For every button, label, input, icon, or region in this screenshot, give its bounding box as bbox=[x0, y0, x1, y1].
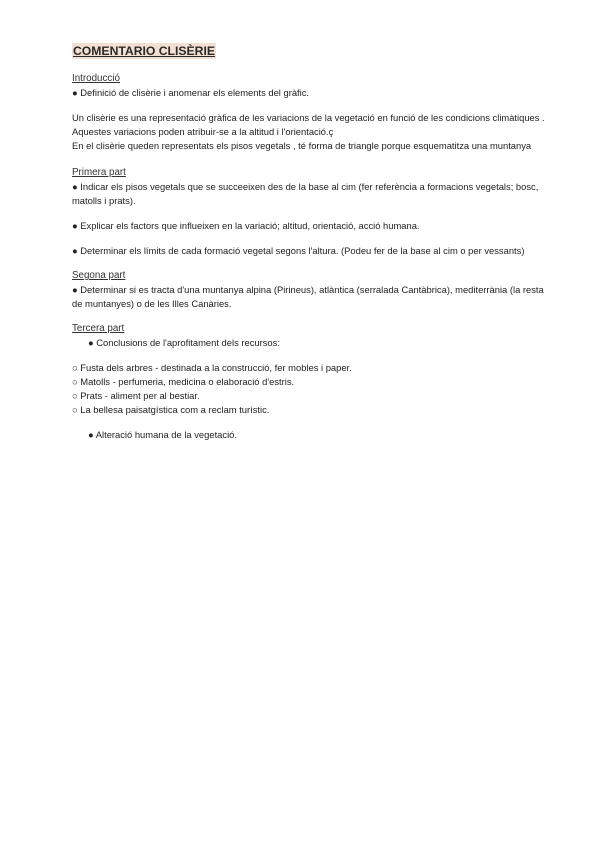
part3-bullet-2: ● Alteració humana de la vegetació. bbox=[88, 429, 237, 440]
part3-bullet-1: ● Conclusions de l'aprofitament dels recursos: bbox=[88, 337, 280, 348]
intro-heading: Introducció bbox=[72, 73, 120, 84]
part3-item-1: ○ Fusta dels arbres - destinada a la construcció, fer mobles i paper. bbox=[72, 362, 352, 373]
intro-paragraph-2: En el clisèrie queden representats els pisos vegetals , té forma de triangle porque esquematitza una muntanya bbox=[72, 140, 532, 151]
part1-heading: Primera part bbox=[72, 167, 126, 178]
document-title: COMENTARIO CLISÈRIE bbox=[73, 44, 215, 58]
intro-paragraph-1: Un clisèrie es una representació gràfica de les variacions de la vegetació en funció de les condicions climàtiques . Aquestes variacions poden atribuir-se a la altitud i l'orientació.ç bbox=[72, 112, 545, 137]
document-content bbox=[72, 43, 552, 442]
part3-item-3: ○ Prats - aliment per al bestiar. bbox=[72, 390, 200, 401]
part1-bullet-3: ● Determinar els límits de cada formació vegetal segons l'altura. (Podeu fer de la base al cim o per vessants) bbox=[72, 245, 525, 256]
part3-item-2: ○ Matolls - perfumeria, medicina o elaboració d'estris. bbox=[72, 376, 295, 387]
part1-bullet-2: ● Explicar els factors que influeixen en la variació; altitud, orientació, acció humana. bbox=[72, 220, 420, 231]
part2-bullet-1: ● Determinar si es tracta d'una muntanya alpina (Pirineus), atlàntica (serralada Cantàbrica), mediterrània (la resta de muntanyes) o de les Illes Canàries. bbox=[72, 284, 544, 309]
intro-bullet: ● Definició de clisèrie i anomenar els elements del gràfic. bbox=[72, 87, 310, 98]
part3-item-4: ○ La bellesa paisatgística com a reclam turístic. bbox=[72, 404, 270, 415]
part2-heading: Segona part bbox=[72, 270, 126, 281]
part1-bullet-1: ● Indicar els pisos vegetals que se succeeixen des de la base al cim (fer referència a formacions vegetals; bosc, matolls i prats). bbox=[72, 181, 539, 206]
part3-heading: Tercera part bbox=[72, 323, 125, 334]
